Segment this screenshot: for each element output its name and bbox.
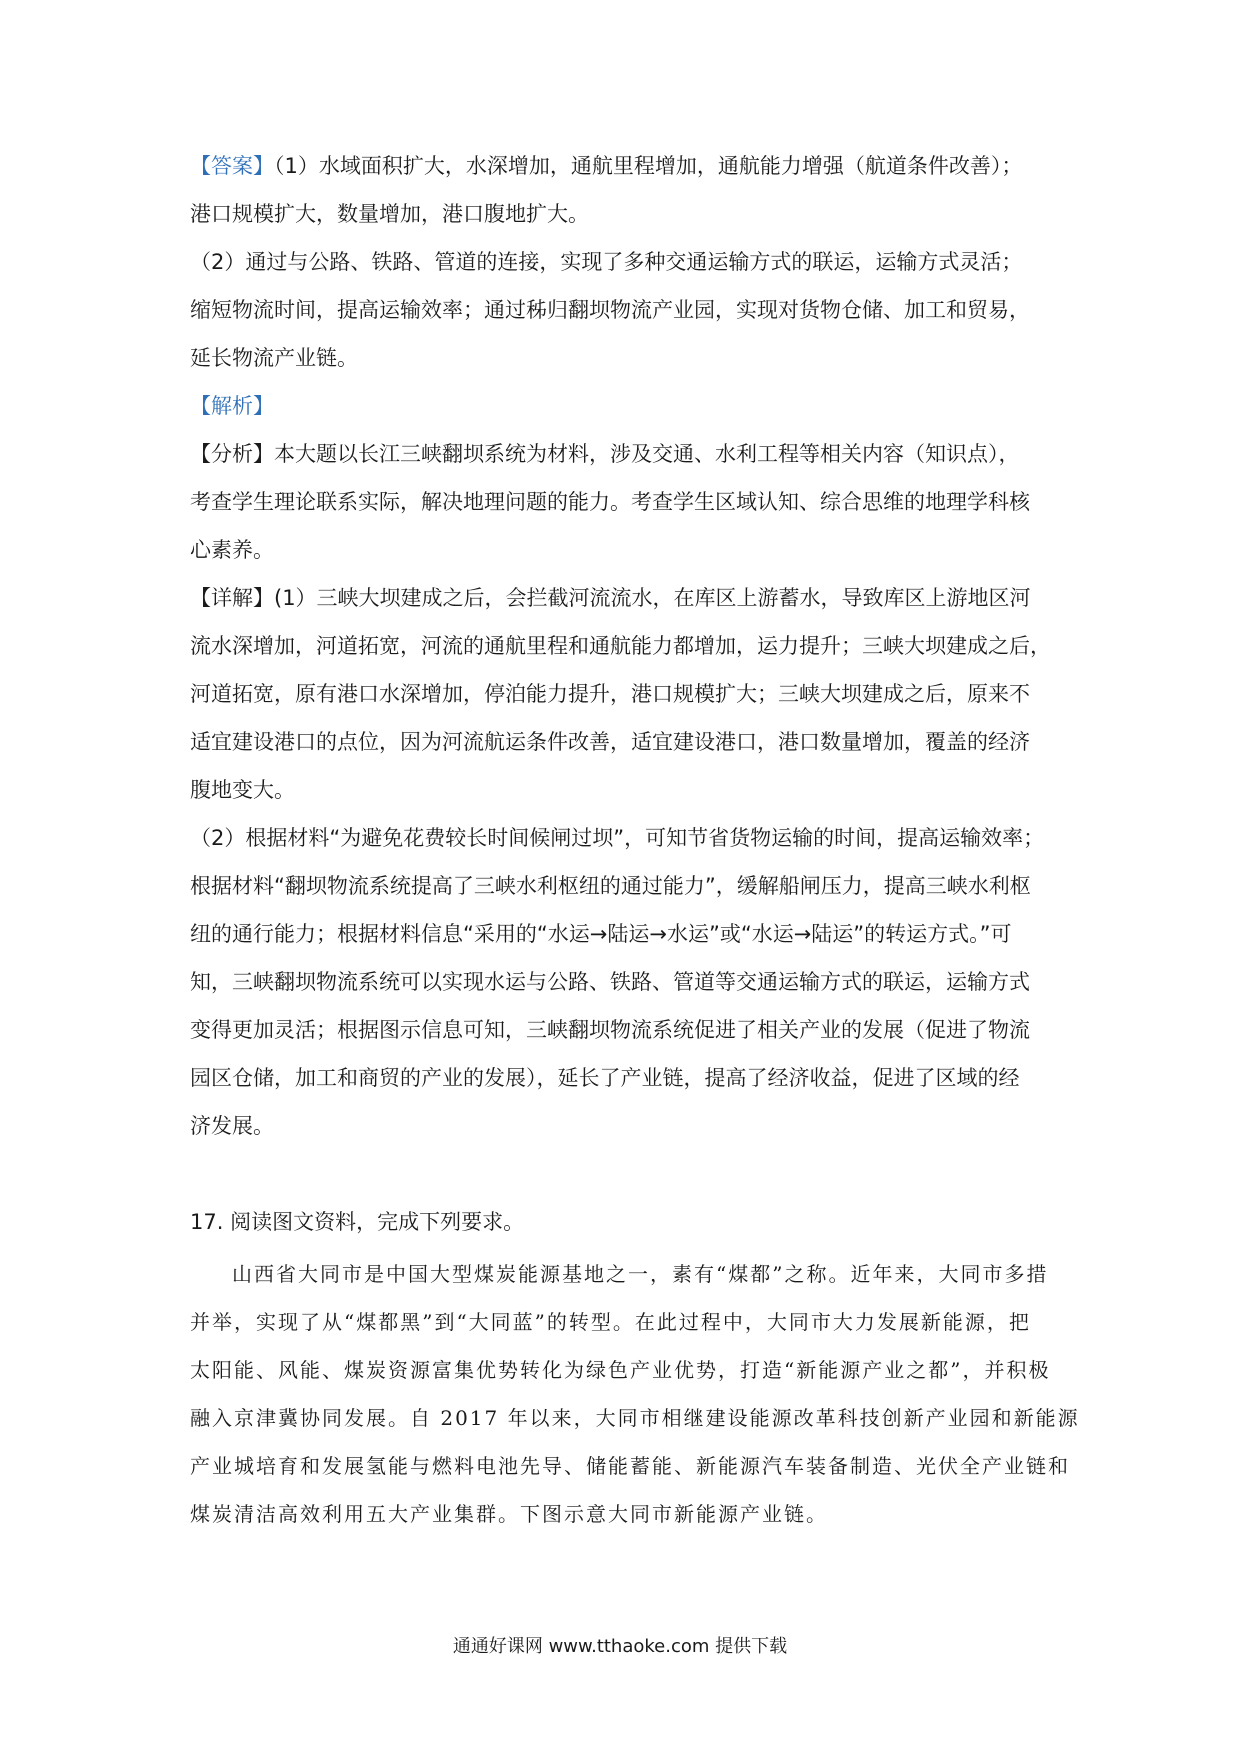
analysis-section <box>190 382 1060 1150</box>
detail2-line-4: 知，三峡翻坝物流系统可以实现水运与公路、铁路、管道等交通运输方式的联运，运输方式 <box>190 970 1030 994</box>
detail2-line-5: 变得更加灵活；根据图示信息可知，三峡翻坝物流系统促进了相关产业的发展（促进了物流 <box>190 1018 1030 1042</box>
material-line-1: 山西省大同市是中国大型煤炭能源基地之一，素有“煤都”之称。近年来，大同市多措 <box>232 1262 1049 1286</box>
detail-line-2: 流水深增加，河道拓宽，河流的通航里程和通航能力都增加，运力提升；三峡大坝建成之后， <box>190 634 1051 658</box>
answer-line-2: 港口规模扩大，数量增加，港口腹地扩大。 <box>190 202 589 226</box>
material-line-6: 煤炭清洁高效利用五大产业集群。下图示意大同市新能源产业链。 <box>190 1502 828 1526</box>
analysis-label: 【解析】 <box>190 394 274 418</box>
material-line-2: 并举，实现了从“煤都黑”到“大同蓝”的转型。在此过程中，大同市大力发展新能源，把 <box>190 1310 1031 1334</box>
detail-line-4: 适宜建设港口的点位，因为河流航运条件改善，适宜建设港口，港口数量增加，覆盖的经济 <box>190 730 1030 754</box>
material-line-3: 太阳能、风能、煤炭资源富集优势转化为绿色产业优势，打造“新能源产业之都”，并积极 <box>190 1358 1051 1382</box>
answer-line-4: 缩短物流时间，提高运输效率；通过秭归翻坝物流产业园，实现对货物仓储、加工和贸易， <box>190 298 1030 322</box>
answer-label: 【答案】 <box>190 154 274 178</box>
analysis-line-1: 【分析】本大题以长江三峡翻坝系统为材料，涉及交通、水利工程等相关内容（知识点）， <box>190 442 1020 466</box>
detail2-line-1: （2）根据材料“为避免花费较长时间候闸过坝”，可知节省货物运输的时间，提高运输效率； <box>190 826 1045 850</box>
detail2-line-2: 根据材料“翻坝物流系统提高了三峡水利枢纽的通过能力”，缓解船闸压力，提高三峡水利枢 <box>190 874 1031 898</box>
page-footer: 通通好课网 www.tthaoke.com 提供下载 <box>452 1636 788 1657</box>
detail2-line-6: 园区仓储，加工和商贸的产业的发展），延长了产业链，提高了经济收益，促进了区域的经 <box>190 1066 1020 1090</box>
detail2-line-3: 纽的通行能力；根据材料信息“采用的“水运→陆运→水运”或“水运→陆运”的转运方式。”可 <box>190 922 1012 946</box>
answer-section <box>190 142 1060 382</box>
answer-text-1: （1）水域面积扩大，水深增加，通航里程增加，通航能力增强（航道条件改善）； <box>274 154 1023 178</box>
question-17 <box>190 1198 1060 1246</box>
answer-line-3: （2）通过与公路、铁路、管道的连接，实现了多种交通运输方式的联运，运输方式灵活； <box>190 250 1023 274</box>
detail-line-1: 【详解】(1）三峡大坝建成之后，会拦截河流流水，在库区上游蓄水，导致库区上游地区河 <box>190 586 1031 610</box>
detail-line-5: 腹地变大。 <box>190 778 295 802</box>
answer-line-1 <box>190 142 1060 190</box>
detail-line-3: 河道拓宽，原有港口水深增加，停泊能力提升，港口规模扩大；三峡大坝建成之后，原来不 <box>190 682 1030 706</box>
material-line-5: 产业城培育和发展氢能与燃料电池先导、储能蓄能、新能源汽车装备制造、光伏全产业链和 <box>190 1454 1070 1478</box>
analysis-line-3: 心素养。 <box>190 538 274 562</box>
detail2-line-7: 济发展。 <box>190 1114 274 1138</box>
answer-line-5: 延长物流产业链。 <box>190 346 358 370</box>
material-line-4: 融入京津冀协同发展。自 2017 年以来，大同市相继建设能源改革科技创新产业园和新能源 <box>190 1406 1080 1430</box>
analysis-line-2: 考查学生理论联系实际，解决地理问题的能力。考查学生区域认知、综合思维的地理学科核 <box>190 490 1030 514</box>
question-17-material <box>190 1250 1080 1538</box>
question-17-title: 17. 阅读图文资料，完成下列要求。 <box>190 1210 525 1234</box>
